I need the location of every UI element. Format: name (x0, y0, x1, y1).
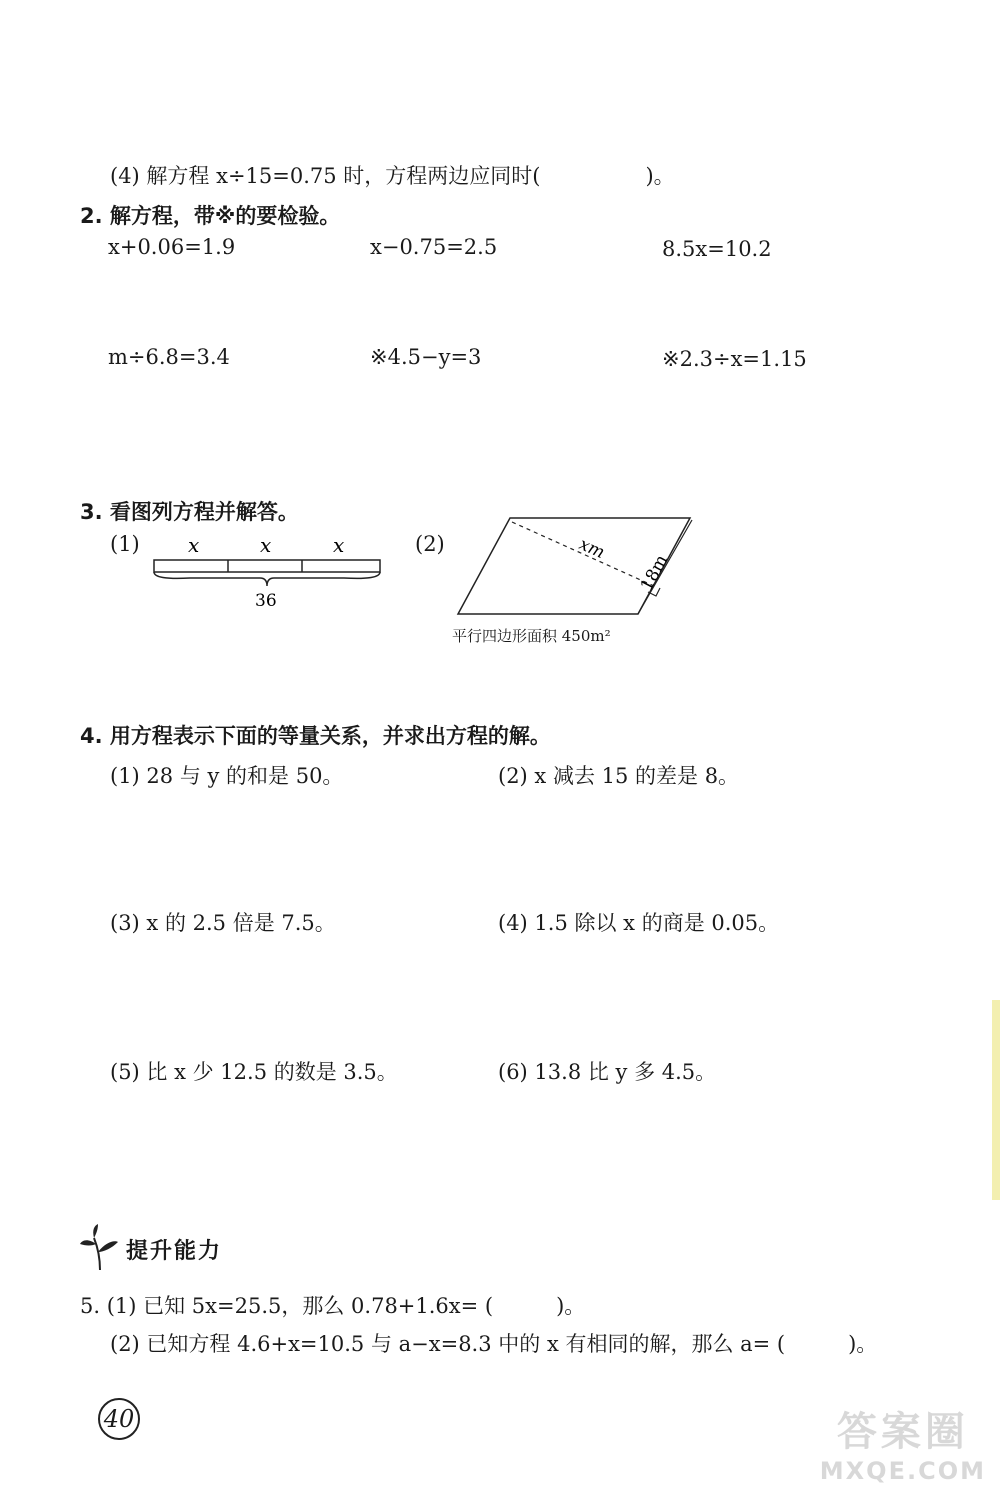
q4-item4: (4) 1.5 除以 x 的商是 0.05。 (498, 911, 780, 935)
fig1-seg3: x (333, 533, 345, 557)
section-title: 提升能力 (126, 1239, 223, 1264)
fig1-seg1: x (188, 533, 200, 557)
page-number: 40 (98, 1398, 140, 1440)
q4-item1: (1) 28 与 y 的和是 50。 (110, 764, 344, 788)
fig1-total: 36 (255, 591, 277, 611)
fig2-height-label: 18m (636, 551, 673, 595)
watermark-line2: MXQE.COM (819, 1457, 986, 1485)
q5-item1: 5. (1) 已知 5x=25.5，那么 0.78+1.6x= ( )。 (80, 1294, 586, 1318)
q4-item6: (6) 13.8 比 y 多 4.5。 (498, 1060, 717, 1084)
side-strip (992, 1000, 1000, 1200)
q2-eq1: x+0.06=1.9 (108, 235, 236, 259)
watermark (820, 1400, 986, 1485)
q3-heading: 3. 看图列方程并解答。 (80, 500, 299, 524)
q2-eq4: m÷6.8=3.4 (108, 345, 230, 369)
fig1-seg2: x (260, 533, 272, 557)
segment-diagram (150, 530, 390, 620)
q4-item3: (3) x 的 2.5 倍是 7.5。 (110, 911, 336, 935)
fig2-diag-label: xm (575, 534, 608, 564)
q4-item2: (2) x 减去 15 的差是 8。 (498, 764, 740, 788)
q4-heading: 4. 用方程表示下面的等量关系，并求出方程的解。 (80, 724, 551, 748)
q2-eq2: x−0.75=2.5 (370, 235, 498, 259)
q2-eq3: 8.5x=10.2 (662, 237, 772, 261)
segment-bar (154, 560, 380, 572)
q2-eq5: ※4.5−y=3 (370, 345, 482, 369)
watermark-line1: 答案圈 (836, 1409, 969, 1455)
fig2-caption: 平行四边形面积 450m² (452, 627, 611, 645)
q1-item4: (4) 解方程 x÷15=0.75 时，方程两边应同时( )。 (110, 164, 675, 188)
q4-item5: (5) 比 x 少 12.5 的数是 3.5。 (110, 1060, 398, 1084)
q5-item2: (2) 已知方程 4.6+x=10.5 与 a−x=8.3 中的 x 有相同的解，那么 a= ( )。 (110, 1332, 878, 1356)
total-brace (154, 572, 380, 586)
q2-heading: 2. 解方程，带※的要检验。 (80, 204, 341, 228)
q2-eq6: ※2.3÷x=1.15 (662, 347, 807, 371)
fig2-label: (2) (415, 532, 445, 556)
fig1-label: (1) (110, 532, 140, 556)
plant-icon (78, 1222, 124, 1272)
